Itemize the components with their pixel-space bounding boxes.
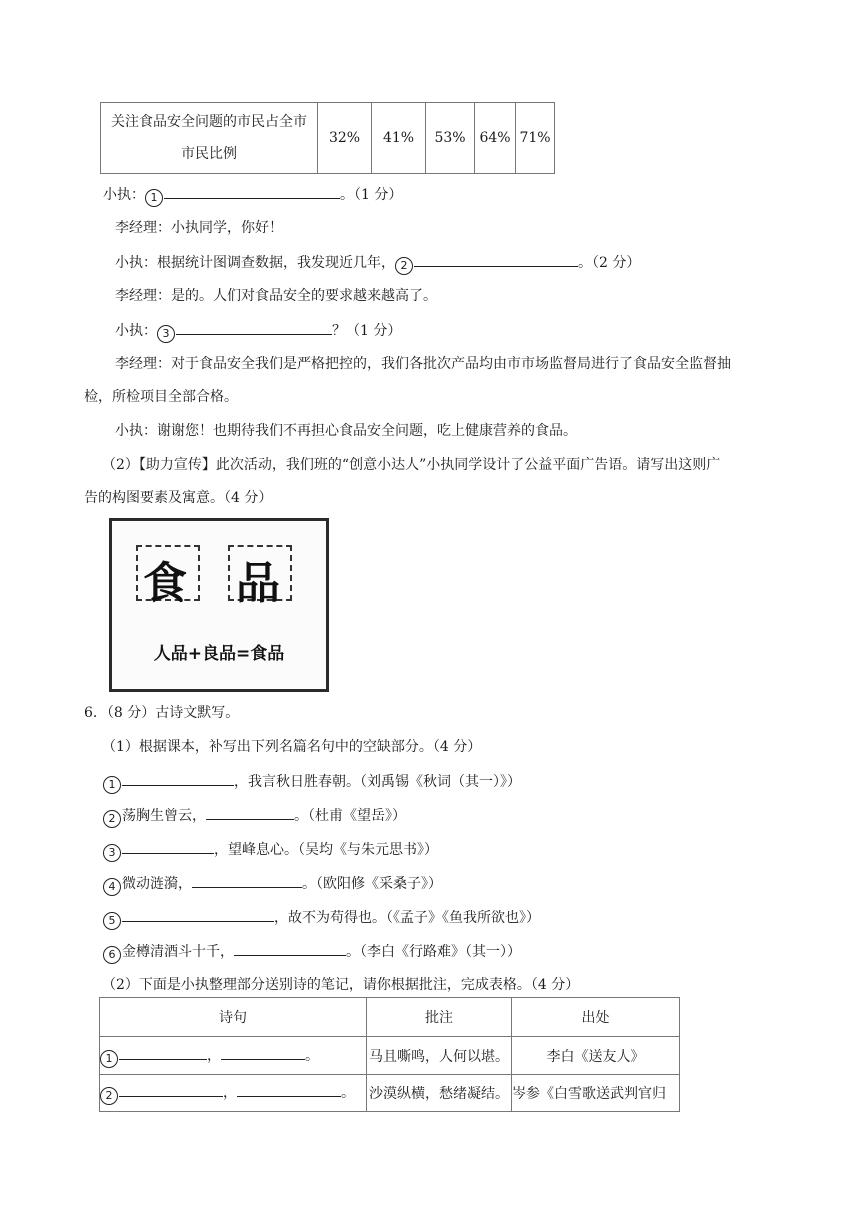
circle-number: 1 (100, 1050, 118, 1068)
stats-label-line1: 关注食品安全问题的市民占全市 (111, 114, 307, 130)
note-cell: 马且嘶鸣，人何以堪。 (367, 1037, 512, 1075)
dialogue-line-1: 小执： 1 。（1 分） (103, 183, 402, 207)
q6-part1: （1）根据课本，补写出下列名篇名句中的空缺部分。（4 分） (102, 739, 482, 755)
circle-number: 3 (103, 844, 121, 862)
answer-blank[interactable] (192, 872, 302, 888)
dialogue-line-4: 李经理：是的。人们对食品安全的要求越来越高了。 (115, 288, 437, 304)
table-header: 诗句 (100, 998, 367, 1037)
q6-item-1: 1 ，我言秋日胜春朝。（刘禹锡《秋词（其一）》） (103, 770, 521, 794)
answer-blank[interactable] (221, 1044, 305, 1060)
ad-char-product: 品 (236, 558, 280, 609)
table-row (100, 1037, 680, 1075)
circle-number: 2 (100, 1087, 118, 1105)
answer-blank[interactable] (234, 940, 346, 956)
answer-blank[interactable] (119, 1081, 223, 1097)
circle-number: 6 (103, 946, 121, 964)
q6-item-2: 2 荡胸生曾云， 。（杜甫《望岳》） (103, 804, 406, 828)
answer-blank[interactable] (122, 906, 274, 922)
circle-number: 1 (145, 189, 163, 207)
answer-blank[interactable] (122, 770, 234, 786)
source-cell: 岑参《白雪歌送武判官归 (512, 1075, 680, 1112)
q6-item-3: 3 ，望峰息心。（吴均《与朱元思书》） (103, 838, 438, 862)
dialogue-line-2: 李经理：小执同学，你好！ (115, 220, 283, 236)
q6-part2: （2）下面是小执整理部分送别诗的笔记，请你根据批注，完成表格。（4 分） (102, 977, 580, 993)
table-header: 批注 (367, 998, 512, 1037)
dialogue-line-7: 小执：谢谢您！也期待我们不再担心食品安全问题，吃上健康营养的食品。 (115, 423, 577, 439)
circle-number: 2 (395, 257, 413, 275)
circle-number: 5 (103, 912, 121, 930)
stats-value: 71% (516, 103, 555, 174)
poem-cell: 1 ， 。 (100, 1037, 367, 1075)
stats-value: 41% (372, 103, 426, 174)
answer-blank[interactable] (414, 251, 578, 267)
stats-label-line2: 市民比例 (181, 146, 237, 162)
q5-2-line2: 告的构图要素及寓意。（4 分） (84, 490, 273, 506)
dialogue-line-3: 小执：根据统计图调查数据，我发现近几年， 2 。（2 分） (115, 251, 640, 275)
answer-blank[interactable] (122, 838, 214, 854)
dialogue-line-5: 小执： 3 ？（1 分） (115, 319, 401, 343)
stats-value: 53% (426, 103, 475, 174)
stats-table (100, 102, 555, 174)
answer-blank[interactable] (119, 1044, 207, 1060)
notes-table (99, 997, 680, 1112)
stats-value: 32% (318, 103, 372, 174)
note-cell: 沙漠纵横，愁绪凝结。 (367, 1075, 512, 1112)
q6-item-6: 6 金樽清酒斗十千， 。（李白《行路难》（其一）） (103, 940, 521, 964)
circle-number: 1 (103, 776, 121, 794)
circle-number: 3 (157, 325, 175, 343)
q5-2-line1: （2）【助力宣传】此次活动，我们班的“创意小达人”小执同学设计了公益平面广告语。请写出这则广 (102, 457, 721, 473)
answer-blank[interactable] (176, 319, 332, 335)
dialogue-line-6b: 检，所检项目全部合格。 (84, 389, 238, 405)
circle-number: 2 (103, 810, 121, 828)
poem-cell: 2 ， 。 (100, 1075, 367, 1112)
answer-blank[interactable] (164, 183, 340, 199)
stats-value: 64% (475, 103, 516, 174)
table-header: 出处 (512, 998, 680, 1037)
circle-number: 4 (103, 878, 121, 896)
q6-item-4: 4 微动涟漪， 。（欧阳修《采桑子》） (103, 872, 442, 896)
answer-blank[interactable] (206, 804, 294, 820)
ad-slogan: 人品+良品=食品 (153, 644, 285, 664)
dialogue-line-6a: 李经理：对于食品安全我们是严格把控的，我们各批次产品均由市市场监督局进行了食品安全监督抽 (115, 356, 731, 372)
stats-label-cell (101, 103, 318, 174)
q6-title: 6．（8 分）古诗文默写。 (84, 705, 240, 721)
table-row (100, 1075, 680, 1112)
answer-blank[interactable] (237, 1081, 341, 1097)
ad-char-food: 食 (143, 558, 187, 609)
q6-item-5: 5 ，故不为苟得也。（《孟子》《鱼我所欲也》） (103, 906, 540, 930)
public-ad-image (109, 518, 329, 692)
source-cell: 李白《送友人》 (512, 1037, 680, 1075)
